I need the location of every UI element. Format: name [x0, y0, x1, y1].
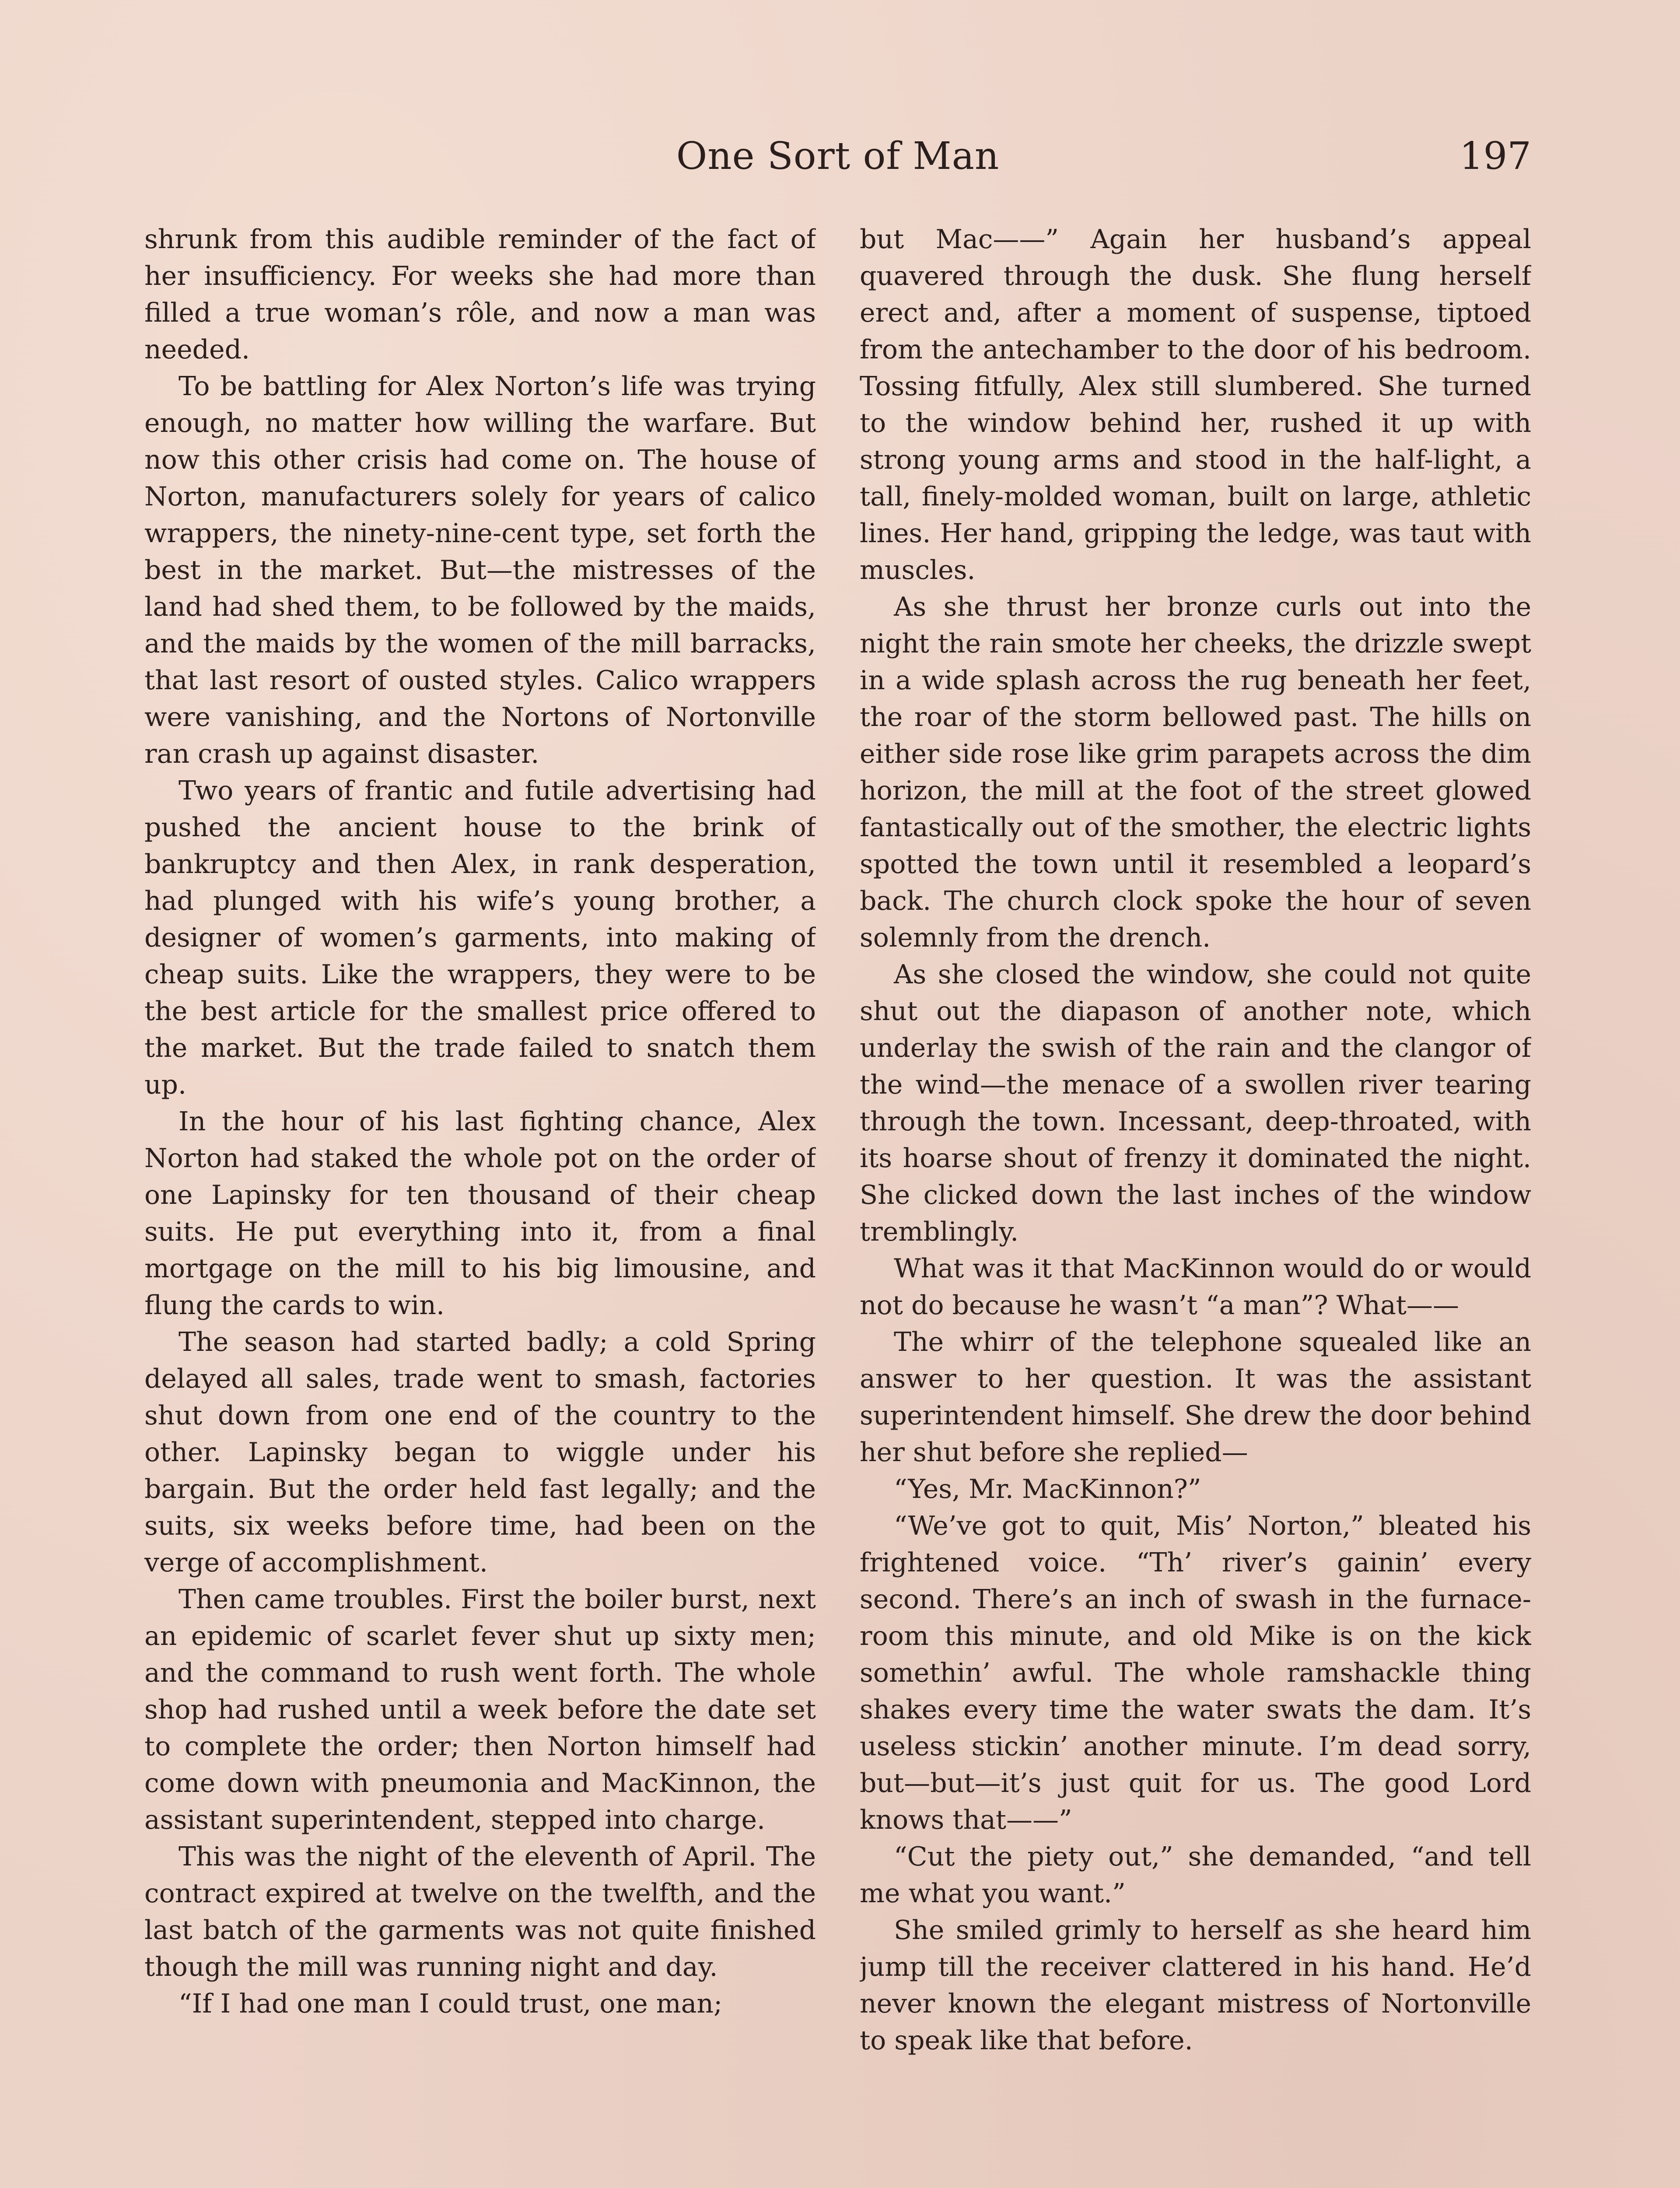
- paragraph: The whirr of the telephone squealed like an answer to her question. It was the assistant superintendent himself. She drew the door behind her shut before she replied—: [860, 1327, 1531, 1468]
- paragraph: “We’ve got to quit, Mis’ Norton,” bleated his frightened voice. “Th’ river’s gainin’ every second. There’s an inch of swash in the furnace-room this minute, and old Mike is on the kick somethin’ awful. The whole ramshackle thing shakes every time the water swats the dam. It’s useless stickin’ another minute. I’m dead sorry, but—but—it’s just quit for us. The good Lord knows that——”: [860, 1511, 1531, 1835]
- paragraph: To be battling for Alex Norton’s life was trying enough, no matter how willing the warfare. But now this other crisis had come on. The house of Norton, manufacturers solely for years of calico wrappers, the ninety-nine-cent type, set forth the best in the market. But—the mistresses of the land had shed them, to be followed by the maids, and the maids by the women of the mill barracks, that last resort of ousted styles. Calico wrappers were vanishing, and the Nortons of Nortonville ran crash up against disaster.: [144, 371, 816, 769]
- left-column: [144, 221, 816, 2188]
- paragraph: The season had started badly; a cold Spring delayed all sales, trade went to smash, factories shut down from one end of the country to the other. Lapinsky began to wiggle under his bargain. But the order held fast legally; and the suits, six weeks before time, had been on the verge of accomplishment.: [144, 1327, 816, 1578]
- page-number: 197: [1459, 134, 1531, 178]
- running-title: One Sort of Man: [676, 134, 1000, 178]
- paragraph: This was the night of the eleventh of April. The contract expired at twelve on the twelfth, and the last batch of the garments was not quite finished though the mill was running night and day.: [144, 1841, 816, 1982]
- paragraph: Then came troubles. First the boiler burst, next an epidemic of scarlet fever shut up sixty men; and the command to rush went forth. The whole shop had rushed until a week before the date set to complete the order; then Norton himself had come down with pneumonia and MacKinnon, the assistant superintendent, stepped into charge.: [144, 1584, 816, 1835]
- paragraph: “Cut the piety out,” she demanded, “and tell me what you want.”: [860, 1841, 1531, 1909]
- paragraph: She smiled grimly to herself as she heard him jump till the receiver clattered in his hand. He’d never known the elegant mistress of Nortonville to speak like that before.: [860, 1915, 1531, 2056]
- page-header: [144, 128, 1531, 193]
- paragraph: “If I had one man I could trust, one man;: [178, 1988, 723, 2019]
- paragraph: As she thrust her bronze curls out into the night the rain smote her cheeks, the drizzle swept in a wide splash across the rug beneath her feet, the roar of the storm bellowed past. The hills on either side rose like grim parapets across the dim horizon, the mill at the foot of the street glowed fantastically out of the smother, the electric lights spotted the town until it resembled a leopard’s back. The church clock spoke the hour of seven solemnly from the drench.: [860, 592, 1531, 953]
- paragraph: In the hour of his last fighting chance, Alex Norton had staked the whole pot on the order of one Lapinsky for ten thousand of their cheap suits. He put everything into it, from a final mortgage on the mill to his big limousine, and flung the cards to win.: [144, 1106, 816, 1321]
- paragraph: shrunk from this audible reminder of the fact of her insufficiency. For weeks she had more than filled a true woman’s rôle, and now a man was needed.: [144, 224, 816, 365]
- paragraph: but Mac——” Again her husband’s appeal quavered through the dusk. She flung herself erect and, after a moment of suspense, tiptoed from the antechamber to the door of his bedroom. Tossing fitfully, Alex still slumbered. She turned to the window behind her, rushed it up with strong young arms and stood in the half-light, a tall, finely-molded woman, built on large, athletic lines. Her hand, gripping the ledge, was taut with muscles.: [860, 224, 1531, 586]
- paragraph: As she closed the window, she could not quite shut out the diapason of another note, which underlay the swish of the rain and the clangor of the wind—the menace of a swollen river tearing through the town. Incessant, deep-throated, with its hoarse shout of frenzy it dominated the night. She clicked down the last inches of the window tremblingly.: [860, 959, 1531, 1247]
- paragraph: “Yes, Mr. MacKinnon?”: [894, 1474, 1201, 1504]
- paragraph: What was it that MacKinnon would do or would not do because he wasn’t “a man”? What——: [860, 1253, 1531, 1321]
- text-columns: [144, 221, 1531, 2188]
- right-column: [860, 221, 1531, 2188]
- paragraph: Two years of frantic and futile advertising had pushed the ancient house to the brink of bankruptcy and then Alex, in rank desperation, had plunged with his wife’s young brother, a designer of women’s garments, into making of cheap suits. Like the wrappers, they were to be the best article for the smallest price offered to the market. But the trade failed to snatch them up.: [144, 775, 816, 1100]
